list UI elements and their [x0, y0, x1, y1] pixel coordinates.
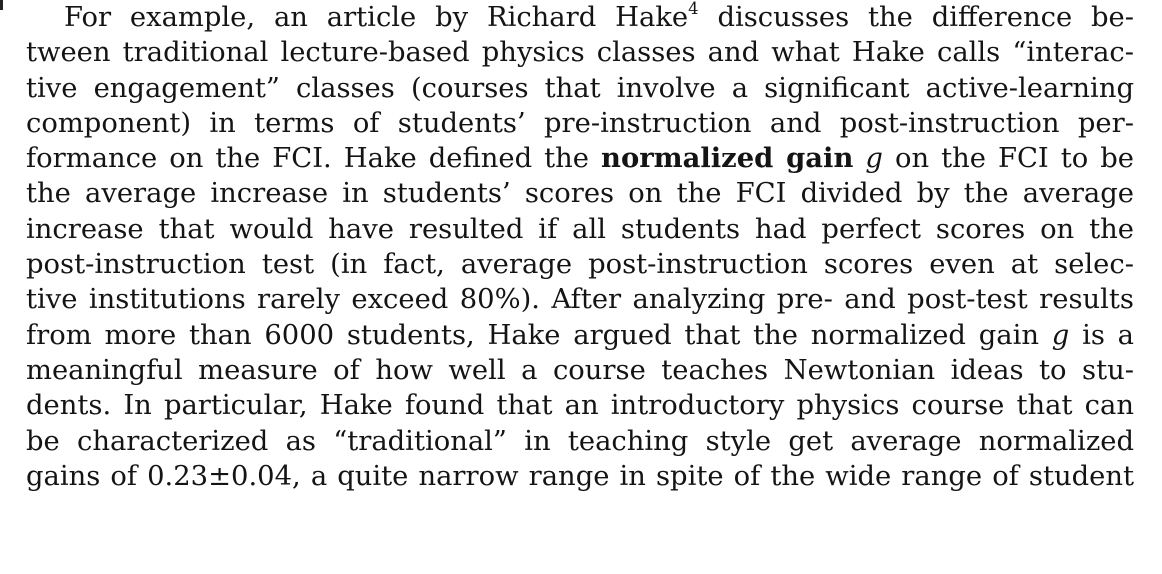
bold-term: normalized gain [601, 142, 854, 175]
text-run: For example, an article by Richard Hake [64, 2, 689, 33]
text-run: meaningful measure of how well a course teaches Newtonian ideas to stu- [26, 354, 1134, 386]
text-run: from more than 6000 students, Hake argued that the normalized gain [26, 319, 1052, 351]
text-line [26, 353, 1134, 388]
text-line [26, 176, 1134, 211]
text-run: discusses the difference be- [698, 2, 1134, 33]
text-run: tive engagement” classes (courses that involve a significant active-learning [26, 72, 1134, 104]
text-line [26, 318, 1134, 353]
text-line [26, 388, 1134, 423]
text-line [26, 141, 1134, 176]
text-line [26, 282, 1134, 317]
text-run: is a [1069, 319, 1134, 351]
text-run: formance on the FCI. Hake defined the [26, 143, 602, 175]
text-line [26, 71, 1134, 106]
text-line [26, 247, 1134, 282]
text-run: tween traditional lecture-based physics classes and what Hake calls “interac- [26, 37, 1134, 69]
math-variable: g [1051, 319, 1070, 351]
text-line [26, 212, 1134, 247]
text-line [26, 106, 1134, 141]
text-line [26, 424, 1134, 459]
text-run: tive institutions rarely exceed 80%). After analyzing pre- and post-test results [26, 284, 1134, 316]
footnote-reference: 4 [688, 0, 699, 19]
text-line [26, 35, 1134, 70]
text-run: post-instruction test (in fact, average post-instruction scores even at selec- [26, 249, 1134, 281]
text-run: on the FCI to be [882, 143, 1135, 175]
math-variable: g [865, 143, 883, 175]
body-paragraph [26, 0, 1134, 494]
text-line [26, 0, 1134, 35]
text-run: increase that would have resulted if all students had perfect scores on the [26, 213, 1134, 245]
text-run: gains of 0.23±0.04, a quite narrow range in spite of the wide range of student [26, 460, 1134, 492]
text-run: component) in terms of students’ pre-instruction and post-instruction per- [26, 107, 1134, 139]
text-run: dents. In particular, Hake found that an introductory physics course that can [26, 390, 1134, 422]
text-run: be characterized as “traditional” in teaching style get average normalized [26, 425, 1134, 457]
cropped-text-fragment [0, 0, 3, 10]
text-run [853, 143, 865, 174]
text-run: the average increase in students’ scores on the FCI divided by the average [26, 178, 1134, 210]
text-line [26, 459, 1134, 494]
